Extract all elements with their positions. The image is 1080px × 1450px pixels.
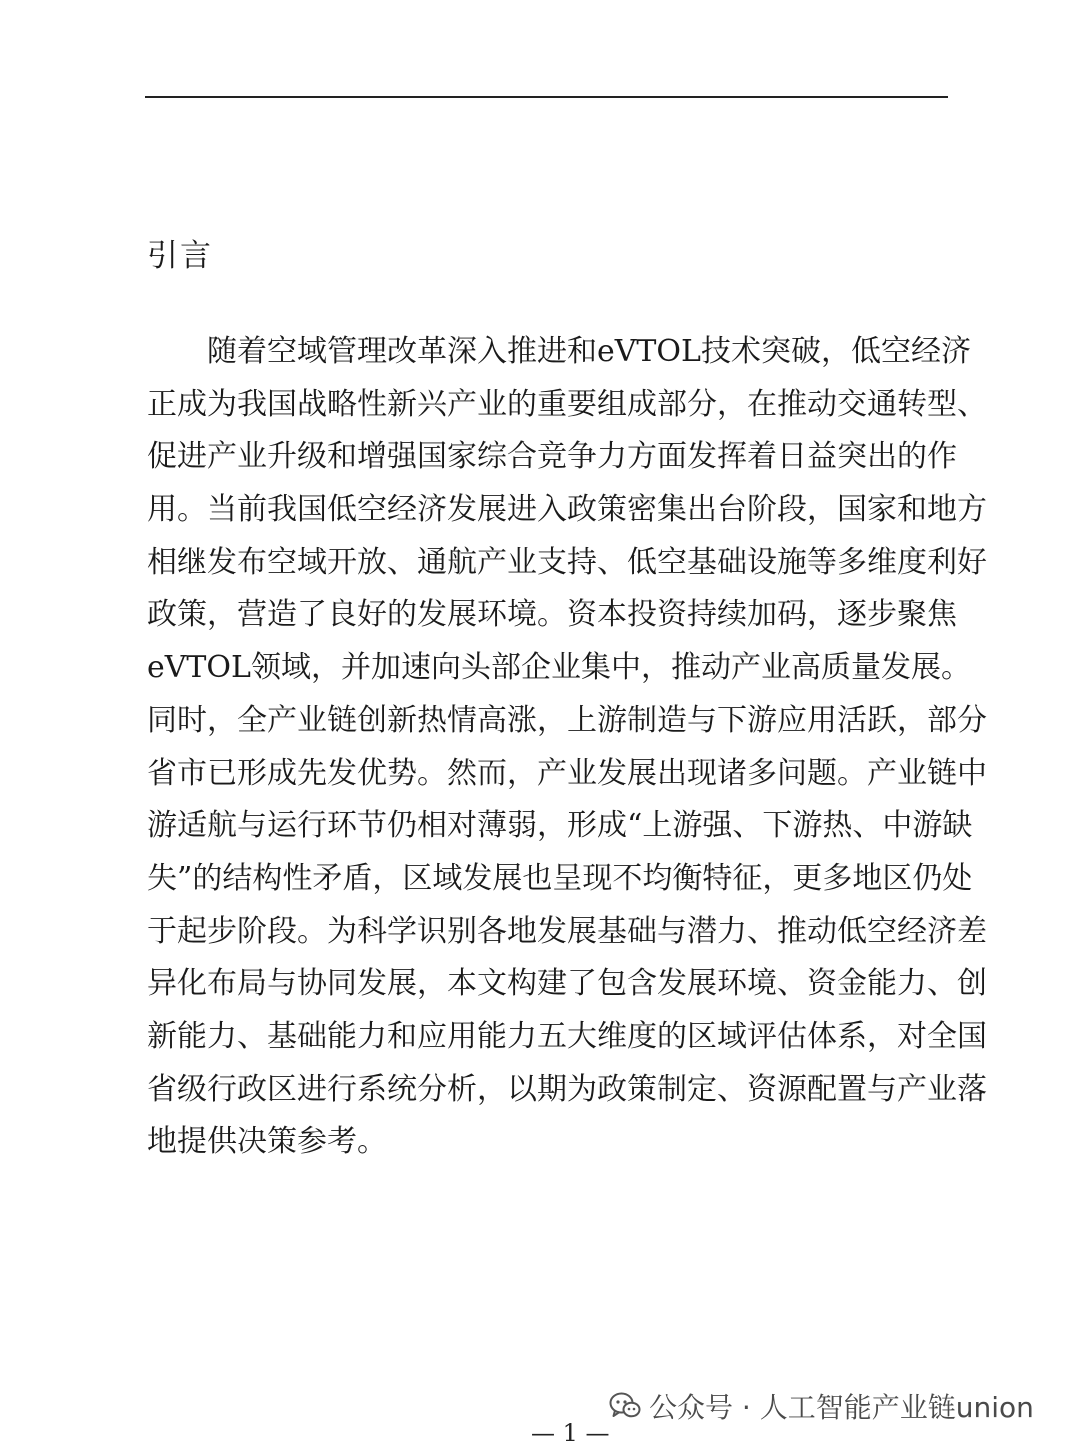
watermark-text: 公众号 · 人工智能产业链union	[649, 1391, 1034, 1424]
page-number: — 1 —	[531, 1419, 610, 1447]
watermark	[609, 1386, 1034, 1426]
paragraph-line: 政策，营造了良好的发展环境。资本投资持续加码，逐步聚焦	[147, 597, 957, 633]
paragraph-line: 于起步阶段。为科学识别各地发展基础与潜力、推动低空经济差	[147, 913, 987, 949]
paragraph-line: 用。当前我国低空经济发展进入政策密集出台阶段，国家和地方	[147, 492, 987, 528]
wechat-icon	[609, 1391, 641, 1421]
paragraph-line: 省级行政区进行系统分析，以期为政策制定、资源配置与产业落	[147, 1071, 987, 1107]
header-rule	[145, 96, 948, 98]
paragraph-line: eVTOL领域，并加速向头部企业集中，推动产业高质量发展。	[147, 650, 971, 686]
paragraph-line: 地提供决策参考。	[147, 1124, 387, 1160]
paragraph-line: 正成为我国战略性新兴产业的重要组成部分，在推动交通转型、	[147, 386, 987, 422]
paragraph-line: 省市已形成先发优势。然而，产业发展出现诸多问题。产业链中	[147, 755, 987, 791]
paragraph-line: 异化布局与协同发展，本文构建了包含发展环境、资金能力、创	[147, 966, 987, 1002]
section-heading: 引言	[147, 238, 213, 274]
paragraph-line: 相继发布空域开放、通航产业支持、低空基础设施等多维度利好	[147, 544, 987, 580]
paragraph-line: 游适航与运行环节仍相对薄弱，形成“上游强、下游热、中游缺	[147, 808, 973, 844]
body-paragraph	[147, 326, 987, 1169]
paragraph-line: 新能力、基础能力和应用能力五大维度的区域评估体系，对全国	[147, 1018, 987, 1054]
paragraph-line: 促进产业升级和增强国家综合竞争力方面发挥着日益突出的作	[147, 439, 957, 475]
paragraph-line: 同时，全产业链创新热情高涨，上游制造与下游应用活跃，部分	[147, 702, 987, 738]
paragraph-line: 随着空域管理改革深入推进和eVTOL技术突破，低空经济	[207, 334, 971, 369]
paragraph-line: 失”的结构性矛盾，区域发展也呈现不均衡特征，更多地区仍处	[147, 860, 973, 896]
